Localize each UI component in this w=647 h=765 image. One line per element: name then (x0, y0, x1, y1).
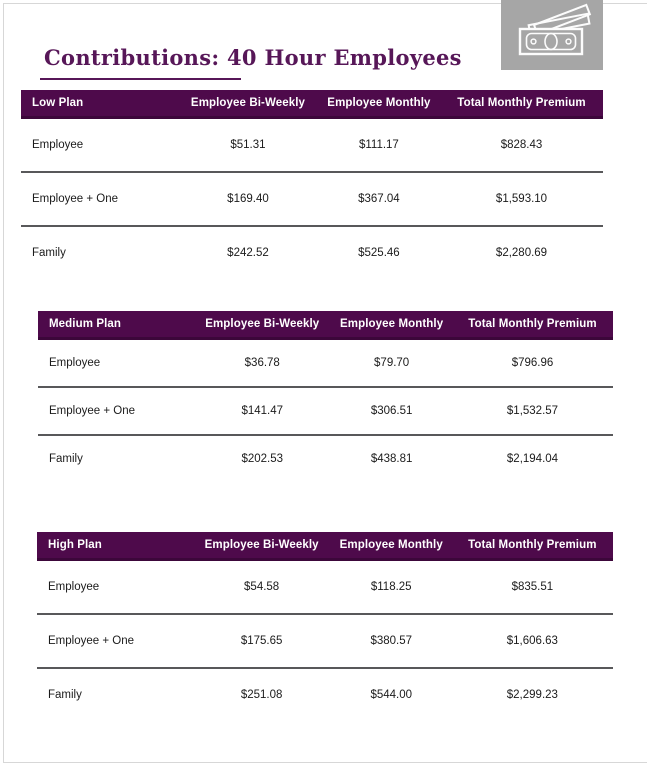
total-premium-value: $828.43 (440, 118, 603, 173)
table-row (21, 118, 603, 173)
tier-label: Employee + One (37, 614, 193, 668)
tier-label: Employee (38, 339, 193, 388)
monthly-value: $306.51 (331, 387, 452, 435)
total-premium-value: $1,593.10 (440, 172, 603, 226)
column-header-monthly: Employee Monthly (331, 311, 452, 339)
table-row (21, 172, 603, 226)
plan-name-label: Low Plan (21, 90, 178, 118)
table-row (38, 435, 613, 482)
table-row (37, 668, 613, 721)
monthly-value: $525.46 (358, 247, 400, 259)
monthly-value: $380.57 (331, 614, 452, 668)
monthly-value: $544.00 (370, 689, 413, 701)
table-header-row (21, 90, 603, 118)
plan-name-label: Medium Plan (38, 311, 193, 339)
plan-name-label: High Plan (37, 532, 193, 560)
monthly-value: $79.70 (331, 339, 452, 388)
table-header-row (38, 311, 613, 339)
total-premium-value: $1,606.63 (452, 614, 613, 668)
medium-plan-table (38, 311, 613, 482)
table-row (38, 387, 613, 435)
table-row (37, 614, 613, 668)
column-header-biweekly: Employee Bi-Weekly (193, 311, 331, 339)
monthly-value: $118.25 (331, 560, 452, 615)
total-premium-value: $796.96 (452, 339, 613, 388)
column-header-total-premium: Total Monthly Premium (440, 90, 603, 118)
money-icon-tile (501, 0, 603, 70)
tier-label: Employee (21, 118, 178, 173)
low-plan-table (21, 90, 603, 279)
column-header-biweekly: Employee Bi-Weekly (178, 90, 318, 118)
total-premium-value: $2,194.04 (506, 453, 559, 465)
tier-label: Family (32, 247, 66, 259)
biweekly-value: $36.78 (193, 339, 331, 388)
biweekly-value: $54.58 (193, 560, 331, 615)
biweekly-value: $242.52 (227, 247, 269, 259)
table-row (37, 560, 613, 615)
monthly-value: $367.04 (318, 172, 440, 226)
total-premium-value: $1,532.57 (452, 387, 613, 435)
total-premium-value: $2,299.23 (506, 689, 558, 701)
biweekly-value: $141.47 (193, 387, 331, 435)
high-plan-table (37, 532, 613, 721)
title-underline (40, 78, 241, 80)
table-row (21, 226, 603, 279)
page-title: Contributions: 40 Hour Employees (44, 45, 462, 70)
money-banknotes-icon (501, 0, 603, 70)
tier-label: Family (48, 689, 82, 701)
biweekly-value: $51.31 (178, 118, 318, 173)
monthly-value: $111.17 (318, 118, 440, 173)
column-header-total-premium: Total Monthly Premium (452, 311, 613, 339)
column-header-monthly: Employee Monthly (331, 532, 452, 560)
biweekly-value: $202.53 (241, 453, 284, 465)
table-row (38, 339, 613, 388)
tier-label: Employee + One (21, 172, 178, 226)
column-header-biweekly: Employee Bi-Weekly (193, 532, 331, 560)
total-premium-value: $2,280.69 (495, 247, 548, 259)
tier-label: Employee + One (38, 387, 193, 435)
column-header-total-premium: Total Monthly Premium (452, 532, 613, 560)
monthly-value: $438.81 (370, 453, 413, 465)
tier-label: Family (49, 453, 83, 465)
total-premium-value: $835.51 (452, 560, 613, 615)
biweekly-value: $251.08 (240, 689, 283, 701)
column-header-monthly: Employee Monthly (318, 90, 440, 118)
tier-label: Employee (37, 560, 193, 615)
table-header-row (37, 532, 613, 560)
biweekly-value: $175.65 (193, 614, 331, 668)
biweekly-value: $169.40 (178, 172, 318, 226)
